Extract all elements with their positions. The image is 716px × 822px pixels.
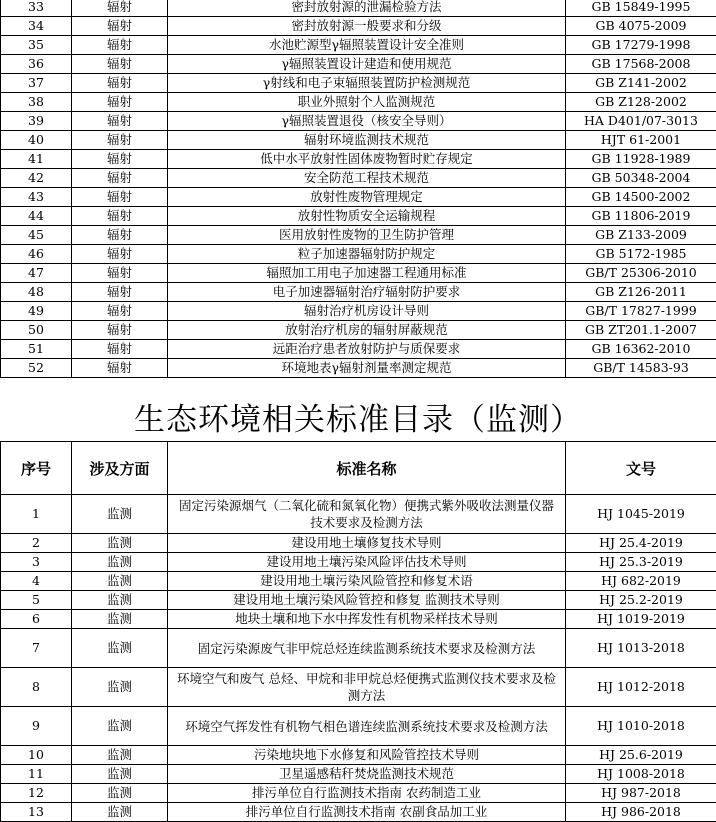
row-area: 辐射 xyxy=(72,340,168,359)
table-row xyxy=(1,74,716,93)
row-number: 12 xyxy=(1,784,72,803)
row-standard-name: 辐射环境监测技术规范 xyxy=(168,131,566,150)
row-standard-code: HJ 986-2018 xyxy=(566,803,716,822)
row-standard-name: 密封放射源一般要求和分级 xyxy=(168,17,566,36)
table-row xyxy=(1,359,716,378)
row-standard-code: GB 15849-1995 xyxy=(566,0,716,17)
row-standard-code: HJ 987-2018 xyxy=(566,784,716,803)
table-row xyxy=(1,572,716,591)
row-standard-name: γ辐照装置设计建造和使用规范 xyxy=(168,55,566,74)
row-area: 监测 xyxy=(72,746,168,765)
row-number: 51 xyxy=(1,340,72,359)
row-standard-name: 排污单位自行监测技术指南 农副食品加工业 xyxy=(168,803,566,822)
row-standard-code: GB Z126-2011 xyxy=(566,283,716,302)
row-number: 1 xyxy=(1,495,72,534)
row-standard-name: 环境地表γ辐射剂量率测定规范 xyxy=(168,359,566,378)
table-row xyxy=(1,245,716,264)
table-row xyxy=(1,668,716,707)
row-standard-name: 固定污染源烟气（二氧化硫和氮氧化物）便携式紫外吸收法测量仪器技术要求及检测方法 xyxy=(168,495,566,534)
table-row xyxy=(1,188,716,207)
row-standard-code: GB/T 17827-1999 xyxy=(566,302,716,321)
row-standard-code: GB 14500-2002 xyxy=(566,188,716,207)
table-row xyxy=(1,0,716,17)
table-row xyxy=(1,17,716,36)
row-standard-name: 卫星遥感秸秆焚烧监测技术规范 xyxy=(168,765,566,784)
row-number: 45 xyxy=(1,226,72,245)
row-area: 辐射 xyxy=(72,169,168,188)
row-standard-code: GB/T 25306-2010 xyxy=(566,264,716,283)
monitoring-standards-table xyxy=(0,441,716,822)
row-standard-name: 电子加速器辐射治疗辐射防护要求 xyxy=(168,283,566,302)
row-area: 辐射 xyxy=(72,359,168,378)
table-row xyxy=(1,746,716,765)
row-area: 辐射 xyxy=(72,131,168,150)
table-row xyxy=(1,707,716,746)
row-standard-name: 医用放射性废物的卫生防护管理 xyxy=(168,226,566,245)
row-number: 38 xyxy=(1,93,72,112)
row-standard-code: HJ 1045-2019 xyxy=(566,495,716,534)
row-number: 9 xyxy=(1,707,72,746)
row-area: 辐射 xyxy=(72,188,168,207)
table-row xyxy=(1,264,716,283)
row-standard-name: 建设用地土壤污染风险评估技术导则 xyxy=(168,553,566,572)
table-row xyxy=(1,610,716,629)
row-standard-name: 污染地块地下水修复和风险管控技术导则 xyxy=(168,746,566,765)
row-area: 监测 xyxy=(72,553,168,572)
row-standard-name: 辐射治疗机房设计导则 xyxy=(168,302,566,321)
row-standard-code: GB 4075-2009 xyxy=(566,17,716,36)
row-standard-name: γ辐照装置退役（核安全导则） xyxy=(168,112,566,131)
header-area: 涉及方面 xyxy=(72,442,168,495)
row-area: 辐射 xyxy=(72,0,168,17)
row-area: 监测 xyxy=(72,707,168,746)
row-number: 35 xyxy=(1,36,72,55)
header-code: 文号 xyxy=(566,442,716,495)
row-number: 50 xyxy=(1,321,72,340)
table-row xyxy=(1,553,716,572)
row-standard-code: GB/T 14583-93 xyxy=(566,359,716,378)
row-standard-name: 放射性物质安全运输规程 xyxy=(168,207,566,226)
row-number: 33 xyxy=(1,0,72,17)
table-row xyxy=(1,784,716,803)
row-standard-code: HJ 1013-2018 xyxy=(566,629,716,668)
row-number: 41 xyxy=(1,150,72,169)
table-row xyxy=(1,150,716,169)
row-area: 监测 xyxy=(72,591,168,610)
row-standard-code: GB Z141-2002 xyxy=(566,74,716,93)
row-standard-name: 水池贮源型γ辐照装置设计安全准则 xyxy=(168,36,566,55)
row-number: 4 xyxy=(1,572,72,591)
row-standard-code: GB 11806-2019 xyxy=(566,207,716,226)
row-standard-code: GB Z128-2002 xyxy=(566,93,716,112)
row-standard-name: 低中水平放射性固体废物暂时贮存规定 xyxy=(168,150,566,169)
header-name: 标准名称 xyxy=(168,442,566,495)
row-standard-code: GB 5172-1985 xyxy=(566,245,716,264)
row-standard-name: 环境空气和废气 总烃、甲烷和非甲烷总烃便携式监测仪技术要求及检测方法 xyxy=(168,668,566,707)
row-area: 辐射 xyxy=(72,245,168,264)
row-area: 辐射 xyxy=(72,55,168,74)
table-row xyxy=(1,591,716,610)
row-area: 辐射 xyxy=(72,17,168,36)
table-row xyxy=(1,36,716,55)
row-standard-name: 环境空气挥发性有机物气相色谱连续监测系统技术要求及检测方法 xyxy=(168,707,566,746)
row-standard-code: HJ 1008-2018 xyxy=(566,765,716,784)
row-number: 42 xyxy=(1,169,72,188)
header-num: 序号 xyxy=(1,442,72,495)
row-number: 36 xyxy=(1,55,72,74)
row-number: 10 xyxy=(1,746,72,765)
row-number: 8 xyxy=(1,668,72,707)
table-row xyxy=(1,131,716,150)
table-row xyxy=(1,55,716,74)
row-standard-code: GB 11928-1989 xyxy=(566,150,716,169)
row-standard-code: GB ZT201.1-2007 xyxy=(566,321,716,340)
row-number: 5 xyxy=(1,591,72,610)
row-number: 7 xyxy=(1,629,72,668)
row-standard-name: 排污单位自行监测技术指南 农药制造工业 xyxy=(168,784,566,803)
row-number: 46 xyxy=(1,245,72,264)
table-row xyxy=(1,207,716,226)
row-standard-name: 固定污染源废气非甲烷总烃连续监测系统技术要求及检测方法 xyxy=(168,629,566,668)
row-number: 44 xyxy=(1,207,72,226)
table-row xyxy=(1,169,716,188)
row-area: 辐射 xyxy=(72,283,168,302)
row-standard-name: 职业外照射个人监测规范 xyxy=(168,93,566,112)
row-standard-code: HJT 61-2001 xyxy=(566,131,716,150)
row-area: 监测 xyxy=(72,803,168,822)
table-row xyxy=(1,765,716,784)
row-area: 监测 xyxy=(72,765,168,784)
row-area: 监测 xyxy=(72,534,168,553)
row-standard-code: HJ 25.2-2019 xyxy=(566,591,716,610)
row-area: 辐射 xyxy=(72,150,168,169)
table-row xyxy=(1,803,716,822)
row-number: 40 xyxy=(1,131,72,150)
row-standard-code: GB 17279-1998 xyxy=(566,36,716,55)
row-area: 辐射 xyxy=(72,207,168,226)
row-standard-name: 放射性废物管理规定 xyxy=(168,188,566,207)
upper-standards-table xyxy=(0,0,716,378)
table-row xyxy=(1,283,716,302)
row-standard-name: 建设用地土壤污染风险管控和修复术语 xyxy=(168,572,566,591)
row-area: 辐射 xyxy=(72,302,168,321)
table-row xyxy=(1,302,716,321)
row-number: 13 xyxy=(1,803,72,822)
row-standard-name: 建设用地土壤污染风险管控和修复 监测技术导则 xyxy=(168,591,566,610)
row-area: 辐射 xyxy=(72,36,168,55)
row-standard-name: 远距治疗患者放射防护与质保要求 xyxy=(168,340,566,359)
row-standard-code: GB 50348-2004 xyxy=(566,169,716,188)
row-area: 辐射 xyxy=(72,226,168,245)
table-row xyxy=(1,534,716,553)
row-number: 34 xyxy=(1,17,72,36)
row-standard-name: 辐照加工用电子加速器工程通用标准 xyxy=(168,264,566,283)
table-row xyxy=(1,340,716,359)
row-standard-code: HJ 25.6-2019 xyxy=(566,746,716,765)
row-number: 47 xyxy=(1,264,72,283)
row-standard-code: HJ 1012-2018 xyxy=(566,668,716,707)
row-area: 辐射 xyxy=(72,321,168,340)
row-standard-code: HJ 25.4-2019 xyxy=(566,534,716,553)
row-standard-code: GB Z133-2009 xyxy=(566,226,716,245)
table-row xyxy=(1,93,716,112)
row-standard-code: GB 17568-2008 xyxy=(566,55,716,74)
row-area: 辐射 xyxy=(72,264,168,283)
row-standard-code: HA D401/07-3013 xyxy=(566,112,716,131)
table-row xyxy=(1,629,716,668)
row-standard-code: HJ 682-2019 xyxy=(566,572,716,591)
row-standard-code: GB 16362-2010 xyxy=(566,340,716,359)
row-number: 6 xyxy=(1,610,72,629)
row-standard-code: HJ 25.3-2019 xyxy=(566,553,716,572)
row-number: 39 xyxy=(1,112,72,131)
row-number: 37 xyxy=(1,74,72,93)
row-number: 43 xyxy=(1,188,72,207)
row-area: 监测 xyxy=(72,784,168,803)
table-row xyxy=(1,495,716,534)
row-number: 11 xyxy=(1,765,72,784)
row-standard-code: HJ 1019-2019 xyxy=(566,610,716,629)
row-standard-name: 放射治疗机房的辐射屏蔽规范 xyxy=(168,321,566,340)
row-area: 辐射 xyxy=(72,74,168,93)
table-row xyxy=(1,321,716,340)
row-standard-name: 地块土壤和地下水中挥发性有机物采样技术导则 xyxy=(168,610,566,629)
row-area: 辐射 xyxy=(72,93,168,112)
row-standard-name: 粒子加速器辐射防护规定 xyxy=(168,245,566,264)
row-area: 监测 xyxy=(72,495,168,534)
row-area: 监测 xyxy=(72,610,168,629)
row-standard-name: 安全防范工程技术规范 xyxy=(168,169,566,188)
row-number: 3 xyxy=(1,553,72,572)
row-standard-name: γ射线和电子束辐照装置防护检测规范 xyxy=(168,74,566,93)
row-number: 2 xyxy=(1,534,72,553)
row-area: 监测 xyxy=(72,629,168,668)
row-area: 监测 xyxy=(72,668,168,707)
row-standard-name: 密封放射源的泄漏检验方法 xyxy=(168,0,566,17)
section-title: 生态环境相关标准目录（监测） xyxy=(0,400,716,440)
row-standard-code: HJ 1010-2018 xyxy=(566,707,716,746)
table-row xyxy=(1,112,716,131)
row-number: 48 xyxy=(1,283,72,302)
row-area: 辐射 xyxy=(72,112,168,131)
table-header-row xyxy=(1,442,716,495)
row-number: 49 xyxy=(1,302,72,321)
row-number: 52 xyxy=(1,359,72,378)
row-standard-name: 建设用地土壤修复技术导则 xyxy=(168,534,566,553)
table-row xyxy=(1,226,716,245)
row-area: 监测 xyxy=(72,572,168,591)
